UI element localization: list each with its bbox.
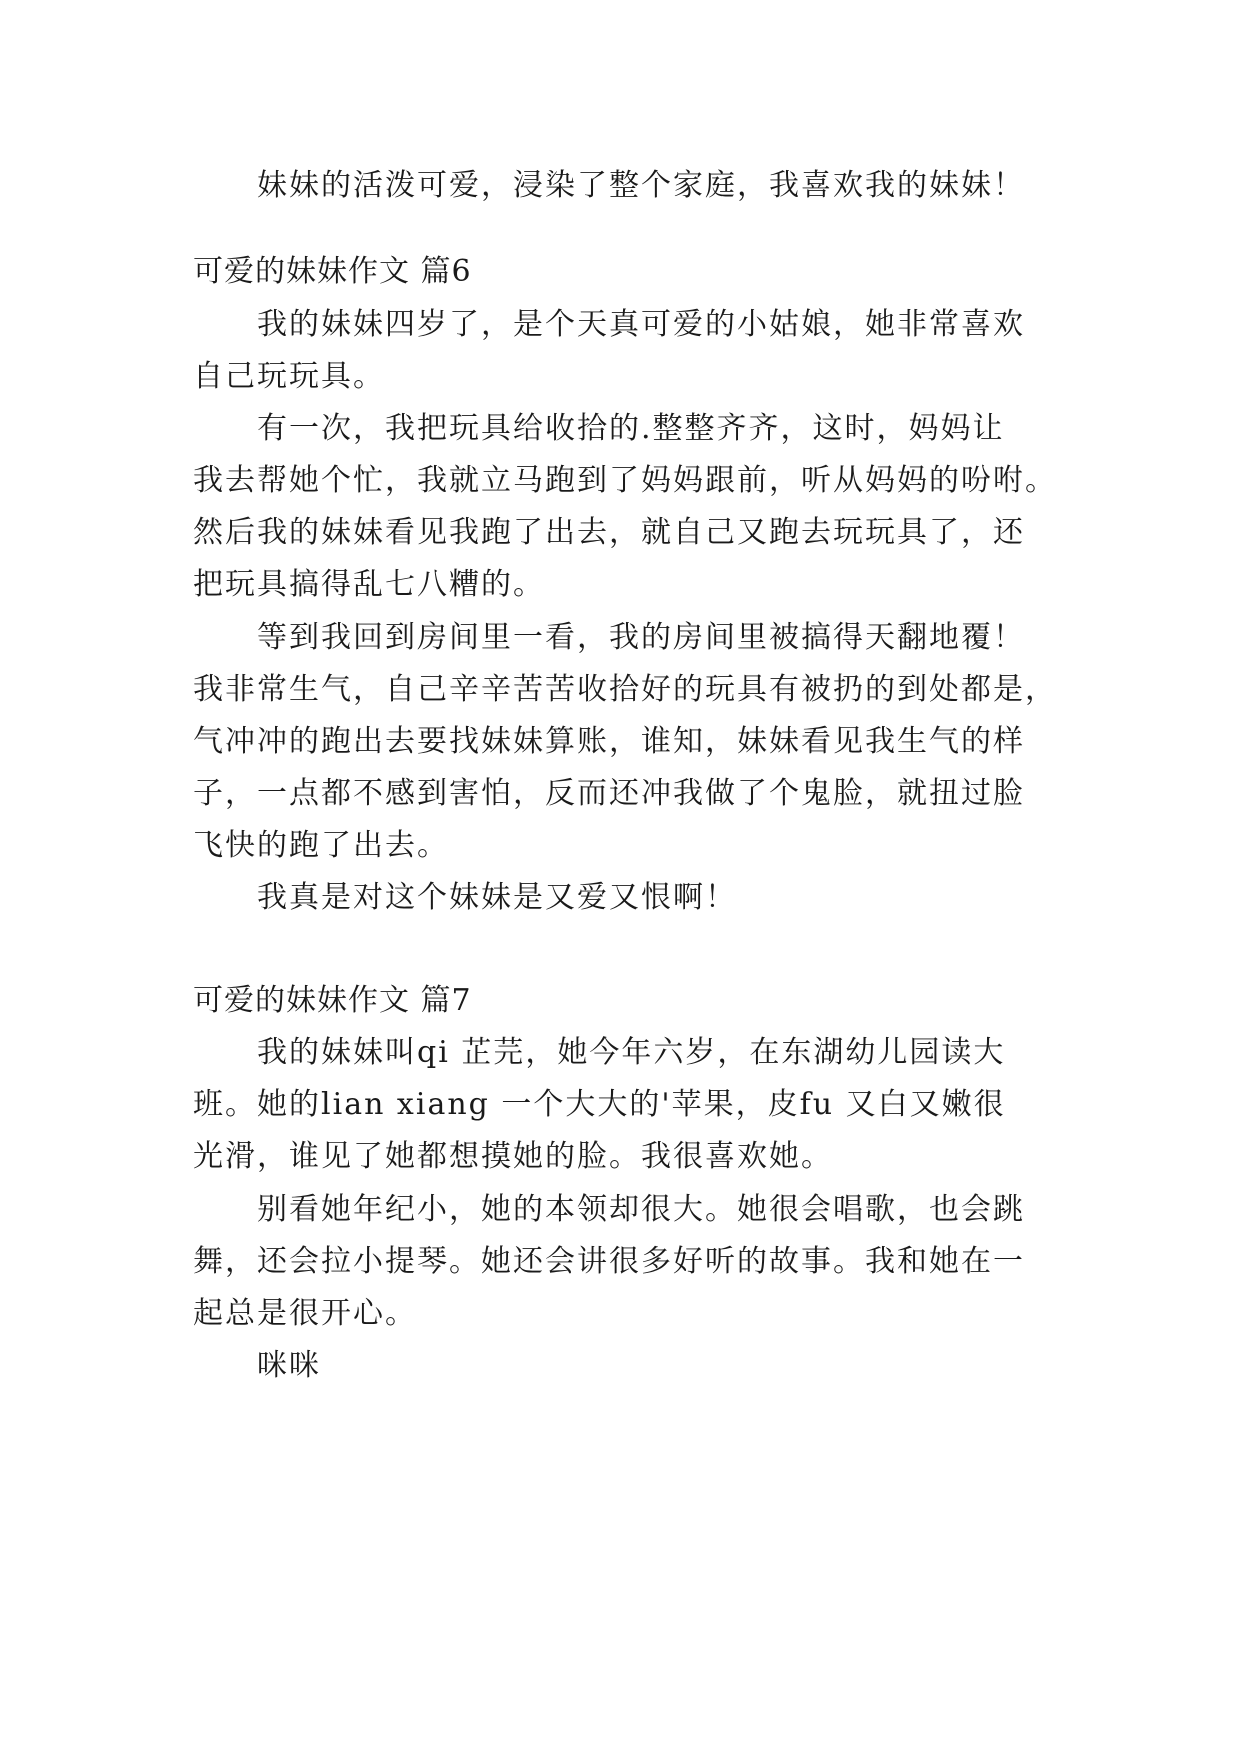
paragraph-line: 把玩具搞得乱七八糟的。 — [193, 567, 545, 602]
paragraph-line: 子，一点都不感到害怕，反而还冲我做了个鬼脸，就扭过脸 — [193, 776, 1025, 811]
paragraph-line: 咪咪 — [257, 1348, 321, 1383]
paragraph-line: 舞，还会拉小提琴。她还会讲很多好听的故事。我和她在一 — [193, 1244, 1025, 1279]
paragraph-line: 我真是对这个妹妹是又爱又恨啊！ — [257, 880, 737, 915]
section-heading-7: 可爱的妹妹作文 篇7 — [193, 983, 472, 1018]
paragraph-line: 我非常生气，自己辛辛苦苦收拾好的玩具有被扔的到处都是， — [193, 672, 1057, 707]
paragraph-line: 光滑，谁见了她都想摸她的脸。我很喜欢她。 — [193, 1139, 833, 1174]
paragraph-line: 气冲冲的跑出去要找妹妹算账，谁知，妹妹看见我生气的样 — [193, 724, 1025, 759]
paragraph-line: 我的妹妹叫qi 芷芫，她今年六岁，在东湖幼儿园读大 — [257, 1035, 1006, 1070]
paragraph-line: 然后我的妹妹看见我跑了出去，就自己又跑去玩玩具了，还 — [193, 515, 1025, 550]
paragraph-line: 妹妹的活泼可爱，浸染了整个家庭，我喜欢我的妹妹！ — [257, 168, 1025, 203]
paragraph-line: 起总是很开心。 — [193, 1296, 417, 1331]
paragraph-line: 别看她年纪小，她的本领却很大。她很会唱歌，也会跳 — [257, 1192, 1025, 1227]
paragraph-line: 我去帮她个忙，我就立马跑到了妈妈跟前，听从妈妈的吩咐。 — [193, 463, 1057, 498]
paragraph-line: 有一次，我把玩具给收拾的.整整齐齐，这时，妈妈让 — [257, 411, 1005, 446]
paragraph-line: 自己玩玩具。 — [193, 359, 385, 394]
section-heading-6: 可爱的妹妹作文 篇6 — [193, 254, 472, 289]
paragraph-line: 等到我回到房间里一看，我的房间里被搞得天翻地覆！ — [257, 620, 1025, 655]
paragraph-line: 飞快的跑了出去。 — [193, 828, 449, 863]
paragraph-line: 我的妹妹四岁了，是个天真可爱的小姑娘，她非常喜欢 — [257, 307, 1025, 342]
paragraph-line: 班。她的lian xiang 一个大大的'苹果，皮fu 又白又嫩很 — [193, 1087, 1006, 1122]
